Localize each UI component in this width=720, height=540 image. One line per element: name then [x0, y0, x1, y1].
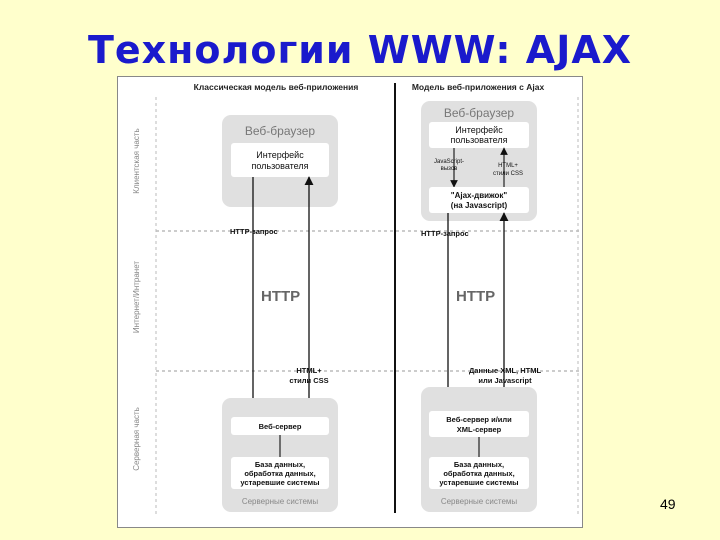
zone-label-internet: Интернет/Интранет	[132, 260, 141, 334]
right-http-label: HTTP	[456, 288, 496, 305]
page-number: 49	[660, 496, 676, 512]
left-browser-label: Веб-браузер	[244, 124, 316, 138]
left-response-line2: стили CSS	[289, 376, 329, 385]
right-ui-line2: пользователя	[450, 135, 508, 145]
right-db-line2: обработка данных,	[443, 469, 515, 478]
left-systems-label: Серверные системы	[241, 497, 319, 506]
right-webserver-line1: Веб-сервер и/или	[446, 415, 512, 424]
right-db-line1: База данных,	[453, 460, 505, 469]
left-ui-box	[231, 143, 329, 177]
right-response-line2: или Javascript	[478, 376, 532, 385]
right-db-line3: устаревшие системы	[439, 478, 519, 487]
right-systems-label: Серверные системы	[440, 497, 518, 506]
ajax-model-diagram	[117, 76, 583, 528]
slide-title: Технологии WWW: AJAX	[87, 28, 633, 72]
left-db-line1: База данных,	[254, 460, 306, 469]
left-request-label: HTTP-запрос	[230, 227, 278, 236]
left-webserver-label: Веб-сервер	[258, 422, 302, 431]
right-js-call-line1: JavaScript-	[433, 159, 465, 165]
zone-label-client: Клиентская часть	[132, 128, 141, 194]
right-request-label: HTTP-запрос	[421, 229, 469, 238]
right-js-call-line2: вызов	[440, 166, 458, 172]
left-response-line1: HTML+	[296, 366, 322, 375]
left-ui-line1: Интерфейс	[256, 150, 304, 160]
right-column-title: Модель веб-приложения с Ajax	[411, 82, 545, 92]
right-ui-line1: Интерфейс	[455, 125, 503, 135]
right-engine-line1: "Ajax-движок"	[450, 191, 508, 200]
left-http-label: HTTP	[261, 288, 301, 305]
left-ui-line2: пользователя	[251, 161, 309, 171]
left-db-line2: обработка данных,	[244, 469, 316, 478]
left-db-line3: устаревшие системы	[240, 478, 320, 487]
right-html-css-line2: стили CSS	[493, 171, 523, 177]
zone-label-server: Серверная часть	[132, 407, 141, 471]
right-html-css-line1: HTML+	[498, 163, 518, 169]
right-engine-line2: (на Javascript)	[450, 201, 508, 210]
right-browser-label: Веб-браузер	[443, 106, 515, 120]
right-response-line1: Данные XML, HTML	[468, 366, 542, 375]
left-column-title: Классическая модель веб-приложения	[193, 82, 359, 92]
right-webserver-line2: XML-сервер	[456, 425, 502, 434]
